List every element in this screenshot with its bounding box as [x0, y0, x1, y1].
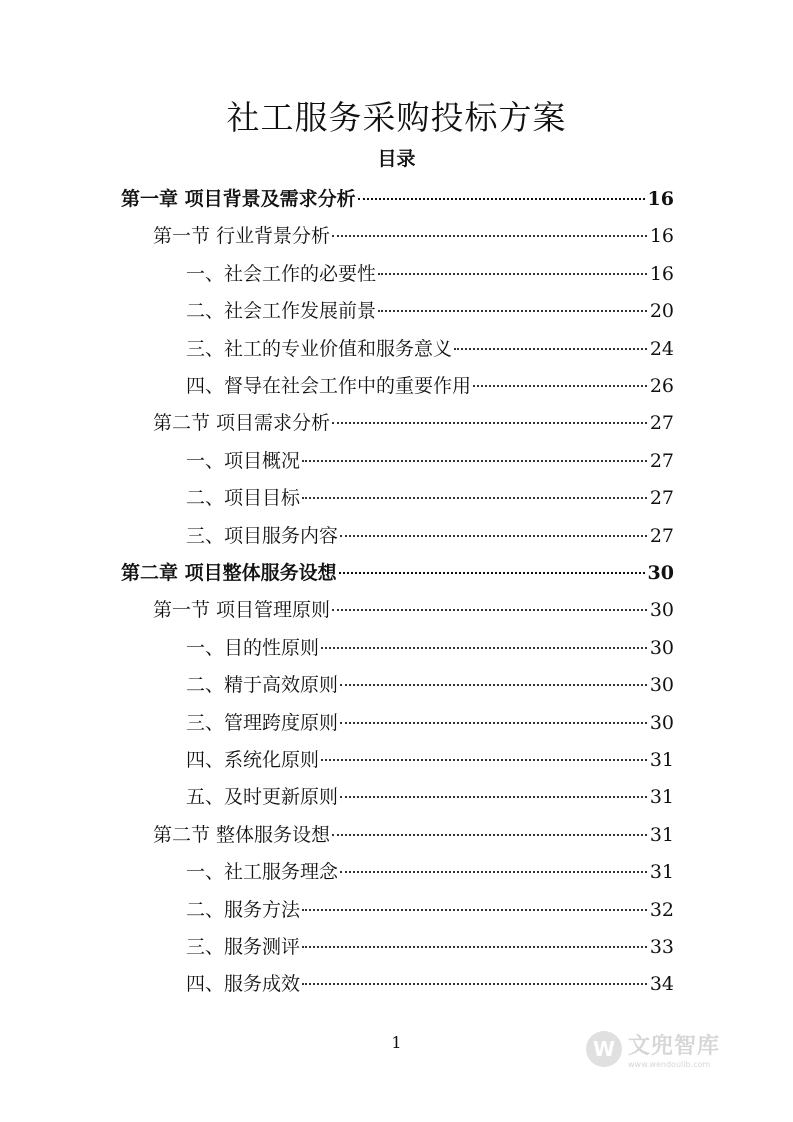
watermark [586, 1024, 756, 1074]
toc-entry[interactable] [186, 633, 674, 663]
toc-leader-dots [378, 273, 647, 275]
toc-entry[interactable] [186, 371, 674, 401]
toc-entry-page: 26 [649, 375, 674, 397]
toc-leader-dots [332, 235, 647, 237]
toc-entry-page: 34 [649, 973, 674, 995]
toc-leader-dots [321, 759, 647, 761]
watermark-url: www.wendoulib.com [628, 1060, 711, 1069]
toc-leader-dots [302, 909, 647, 911]
toc-leader-dots [340, 535, 647, 537]
toc-entry-page: 30 [649, 599, 674, 621]
toc-entry[interactable] [153, 595, 674, 625]
toc-leader-dots [340, 684, 647, 686]
toc-entry-label: 四、督导在社会工作中的重要作用 [186, 375, 472, 397]
toc-entry[interactable] [186, 521, 674, 551]
toc-entry-label: 三、项目服务内容 [186, 525, 339, 547]
toc-entry-page: 27 [649, 525, 674, 547]
toc-entry-page: 27 [649, 487, 674, 509]
toc-entry[interactable] [153, 221, 674, 251]
toc-entry-page: 16 [649, 263, 674, 285]
toc-entry-page: 31 [649, 861, 674, 883]
toc-leader-dots [340, 722, 647, 724]
toc-entry[interactable] [186, 745, 674, 775]
toc-entry[interactable] [186, 483, 674, 513]
toc-entry-label: 第二节 项目需求分析 [153, 412, 331, 434]
toc-entry[interactable] [186, 708, 674, 738]
toc-entry-page: 27 [649, 412, 674, 434]
watermark-logo-icon: W [586, 1031, 622, 1067]
toc-leader-dots [358, 198, 645, 200]
toc-entry-label: 第一节 项目管理原则 [153, 599, 331, 621]
toc-entry[interactable] [186, 670, 674, 700]
toc-entry-page: 30 [649, 674, 674, 696]
toc-entry-page: 31 [649, 749, 674, 771]
watermark-name: 文兜智库 [628, 1034, 721, 1059]
document-title: 社工服务采购投标方案 [226, 98, 567, 137]
toc-leader-dots [332, 609, 647, 611]
toc-leader-dots [302, 497, 647, 499]
toc-entry[interactable] [186, 857, 674, 887]
toc-entry-label: 一、目的性原则 [186, 637, 320, 659]
toc-leader-dots [332, 834, 647, 836]
toc-entry[interactable] [186, 334, 674, 364]
toc-entry-label: 第一章 项目背景及需求分析 [121, 188, 356, 210]
toc-entry-label: 一、社会工作的必要性 [186, 263, 377, 285]
toc-entry-label: 四、服务成效 [186, 973, 301, 995]
toc-entry-label: 一、社工服务理念 [186, 861, 339, 883]
toc-leader-dots [473, 385, 647, 387]
toc-entry-label: 三、服务测评 [186, 936, 301, 958]
toc-entry-page: 16 [649, 225, 674, 247]
toc-entry[interactable] [186, 969, 674, 999]
toc-leader-dots [302, 460, 647, 462]
toc-entry-page: 30 [649, 712, 674, 734]
toc-leader-dots [340, 796, 647, 798]
toc-leader-dots [302, 983, 647, 985]
toc-entry-page: 33 [649, 936, 674, 958]
toc-entry[interactable] [186, 782, 674, 812]
toc-entry-label: 二、服务方法 [186, 899, 301, 921]
toc-leader-dots [454, 348, 647, 350]
toc-entry-page: 31 [649, 786, 674, 808]
toc-entry-page: 32 [649, 899, 674, 921]
toc-entry[interactable] [186, 895, 674, 925]
toc-entry-label: 二、精于高效原则 [186, 674, 339, 696]
toc-entry-label: 一、项目概况 [186, 450, 301, 472]
toc-entry[interactable] [186, 446, 674, 476]
toc-entry-label: 第二章 项目整体服务设想 [121, 562, 337, 584]
toc-entry-label: 三、管理跨度原则 [186, 712, 339, 734]
toc-entry-label: 第二节 整体服务设想 [153, 824, 331, 846]
toc-leader-dots [339, 572, 645, 574]
toc-leader-dots [340, 871, 647, 873]
toc-entry[interactable] [186, 296, 674, 326]
toc-entry[interactable] [121, 558, 674, 588]
toc-leader-dots [302, 946, 647, 948]
toc-heading: 目录 [377, 148, 416, 170]
toc-entry-page: 30 [647, 562, 674, 584]
toc-entry[interactable] [153, 820, 674, 850]
toc-entry[interactable] [186, 932, 674, 962]
toc-entry-label: 第一节 行业背景分析 [153, 225, 331, 247]
toc-leader-dots [378, 310, 647, 312]
toc-entry-label: 二、社会工作发展前景 [186, 300, 377, 322]
toc-leader-dots [321, 647, 647, 649]
toc-entry[interactable] [121, 184, 674, 214]
toc-entry[interactable] [186, 259, 674, 289]
toc-entry-page: 30 [649, 637, 674, 659]
toc-leader-dots [332, 422, 647, 424]
toc-entry-label: 三、社工的专业价值和服务意义 [186, 338, 453, 360]
toc-entry-page: 31 [649, 824, 674, 846]
toc-entry[interactable] [153, 408, 674, 438]
toc-entry-page: 16 [647, 188, 674, 210]
toc-entry-label: 二、项目目标 [186, 487, 301, 509]
toc-entry-label: 四、系统化原则 [186, 749, 320, 771]
toc-entry-page: 20 [649, 300, 674, 322]
page-number: 1 [391, 1033, 402, 1052]
toc-entry-page: 24 [649, 338, 674, 360]
toc-entry-page: 27 [649, 450, 674, 472]
toc-entry-label: 五、及时更新原则 [186, 786, 339, 808]
